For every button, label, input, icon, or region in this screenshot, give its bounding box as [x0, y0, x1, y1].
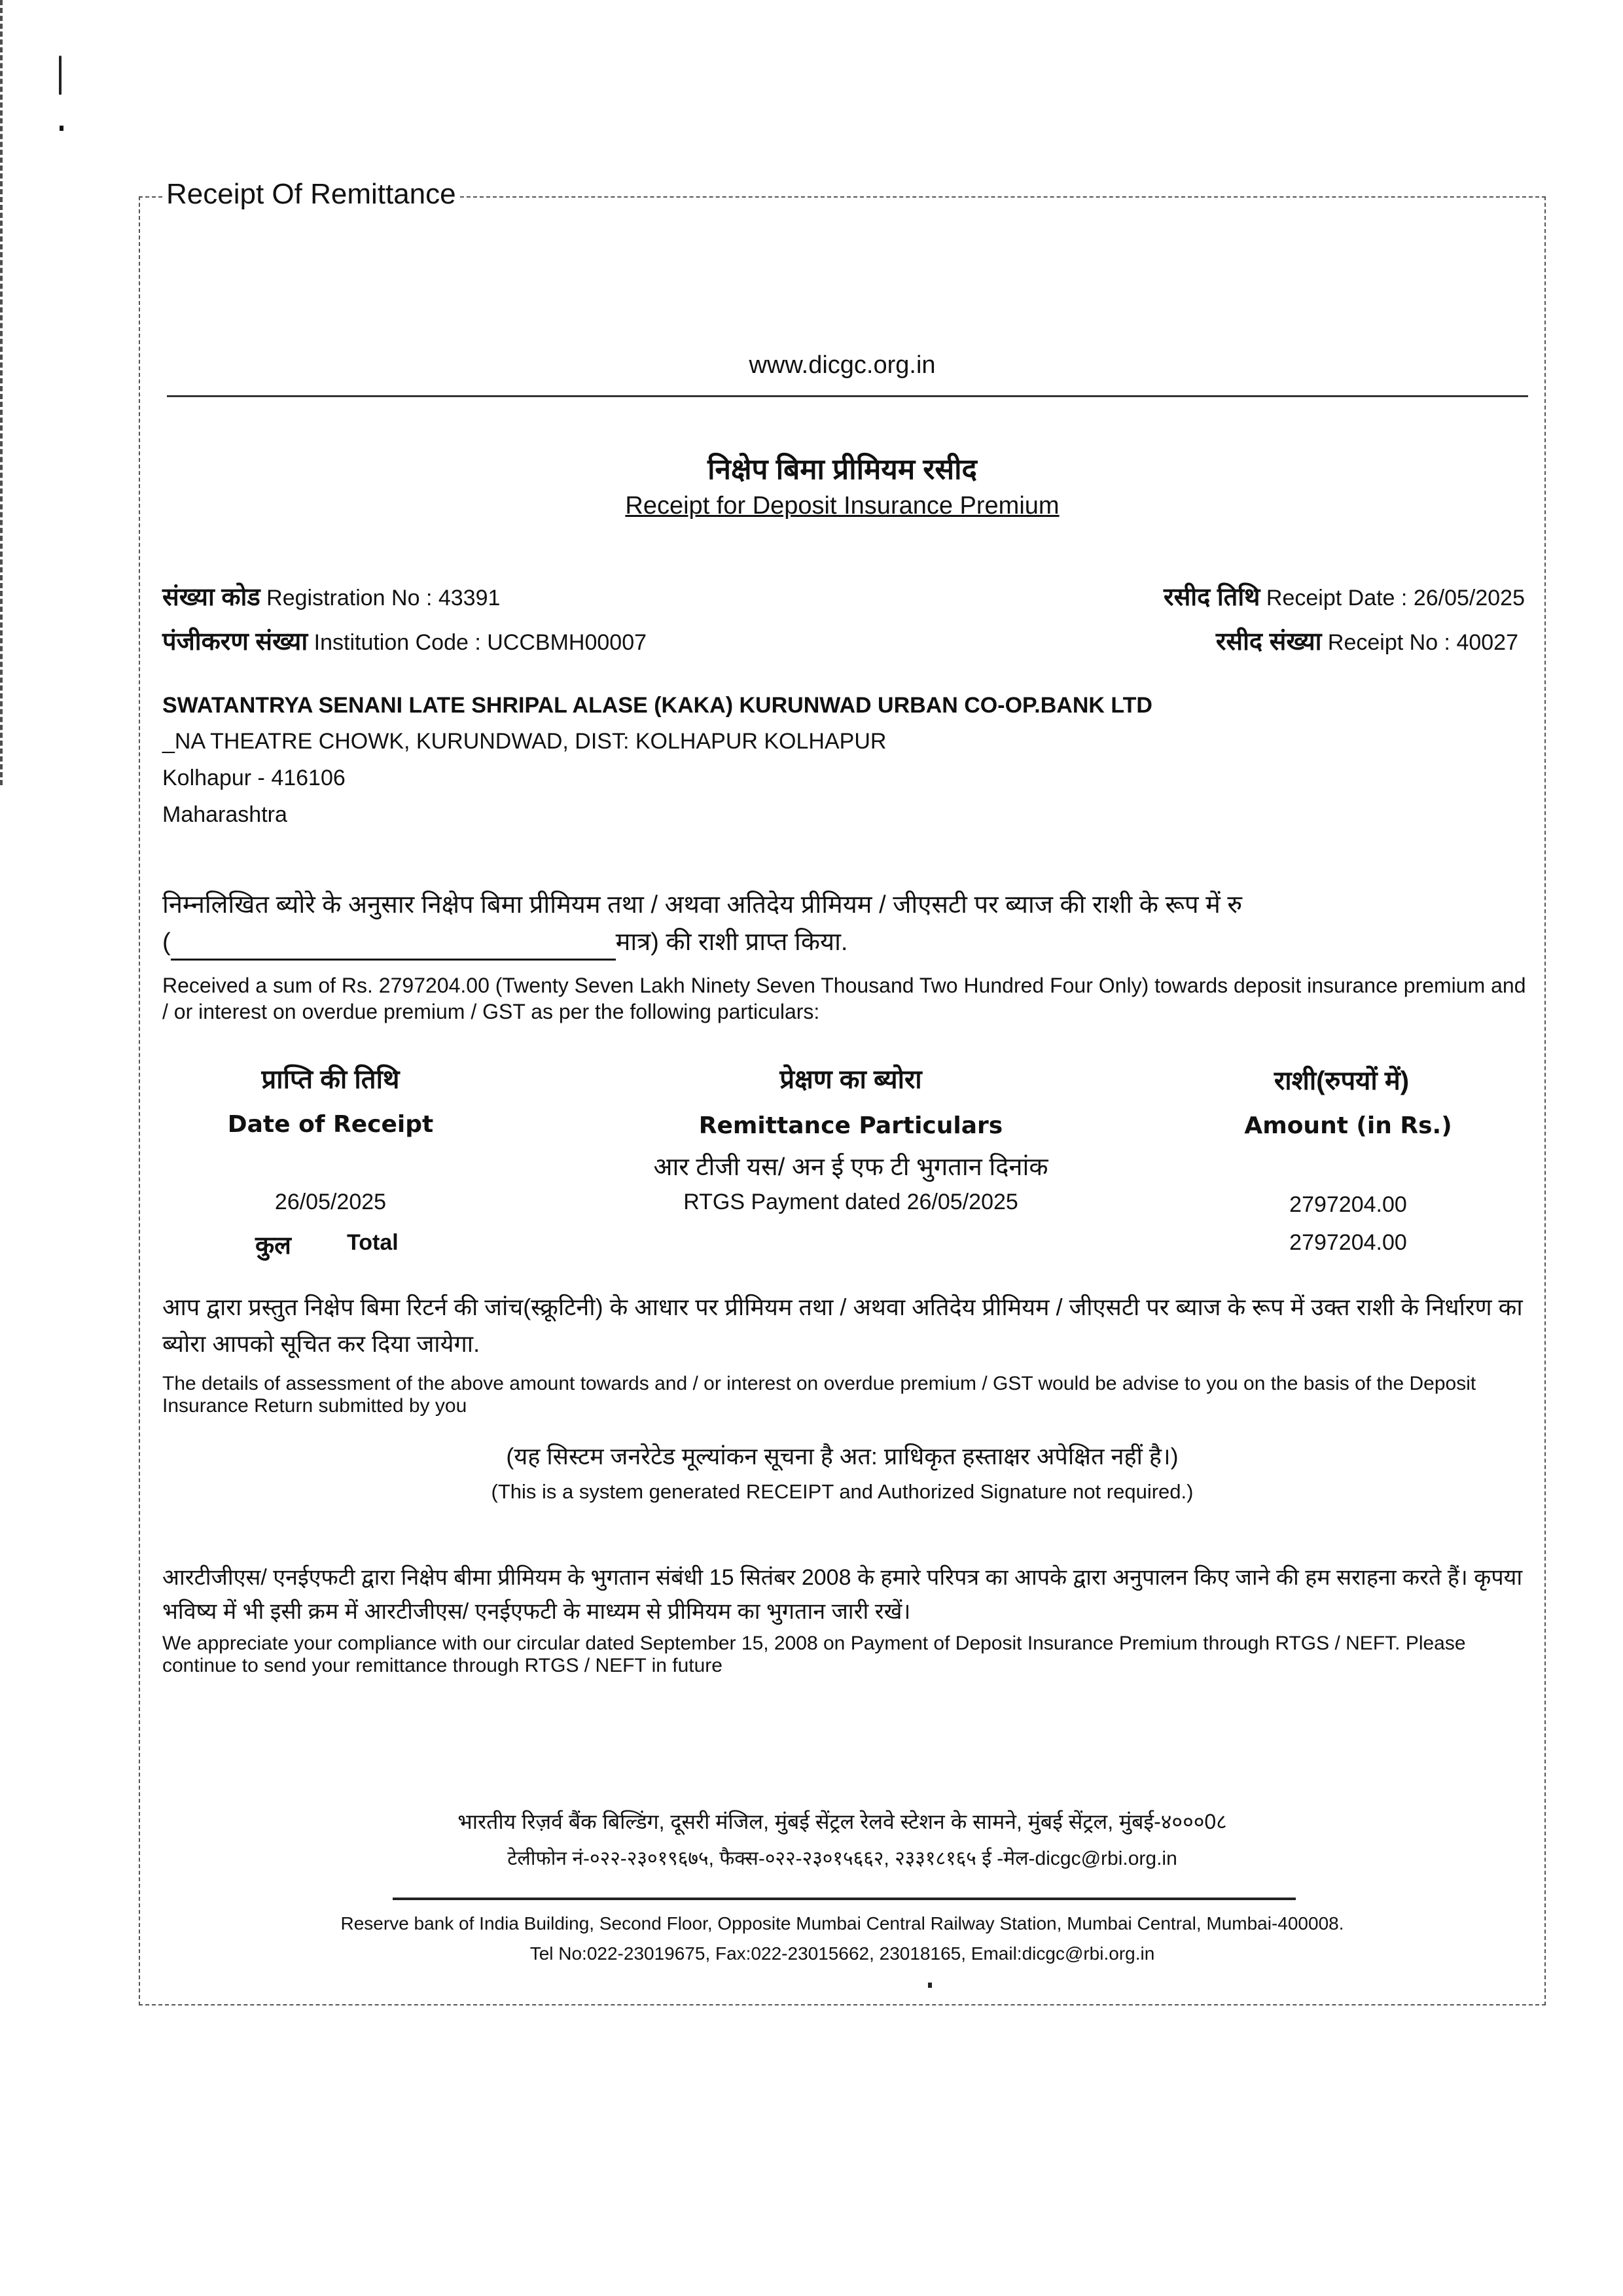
website-link[interactable]: www.dicgc.org.in: [749, 351, 936, 379]
divider: [167, 395, 1528, 397]
row-amount: 2797204.00: [1289, 1192, 1407, 1217]
receipt-date-value: 26/05/2025: [1413, 586, 1525, 610]
registration-label-hindi: संख्या कोड: [162, 584, 260, 611]
col-header-hindi-date: प्राप्ति की तिथि: [261, 1065, 400, 1094]
receipt-no-label-hindi: रसीद संख्या: [1215, 628, 1322, 656]
title-hindi: निक्षेप बिमा प्रीमियम रसीद: [707, 453, 977, 486]
scan-mark: [60, 126, 63, 131]
particulars-hindi: आर टीजी यस/ अन ई एफ टी भुगतान दिनांक: [653, 1154, 1048, 1181]
bank-state: Maharashtra: [162, 802, 287, 827]
receipt-no-value: 40027: [1456, 630, 1518, 655]
system-note-english: (This is a system generated RECEIPT and Authorized Signature not required.): [491, 1480, 1194, 1503]
col-header-particulars: Remittance Particulars: [698, 1112, 1003, 1139]
institution-label-hindi: पंजीकरण संख्या: [162, 628, 308, 656]
registration-value: 43391: [438, 586, 501, 610]
system-note-hindi: (यह सिस्टम जनरेटेड मूल्यांकन सूचना है अत: प्राधिकृत हस्ताक्षर अपेक्षित नहीं है।): [506, 1443, 1179, 1470]
received-hindi-line2: मात्र) की राशी प्राप्त किया.: [615, 928, 848, 956]
received-english: Received a sum of Rs. 2797204.00 (Twenty Seven Lakh Ninety Seven Thousand Two Hundred Four Only) towards deposit insurance premium and / or interest on overdue premium / GST as per the following particulars:: [162, 974, 1526, 1023]
scan-edge-artifact: [0, 0, 7, 785]
receipt-date-label-hindi: रसीद तिथि: [1164, 584, 1260, 611]
col-header-amount: Amount (in Rs.): [1244, 1112, 1452, 1139]
received-hindi-open: (: [162, 928, 171, 956]
bank-name: SWATANTRYA SENANI LATE SHRIPAL ALASE (KAKA) KURUNWAD URBAN CO-OP.BANK LTD: [162, 693, 1152, 718]
footer-address-hindi: भारतीय रिज़र्व बैंक बिल्डिंग, दूसरी मंजिल, मुंबई सेंट्रल रेलवे स्टेशन के सामने, मुंबई सेंट्रल, मुंबई-४०००0८: [457, 1810, 1227, 1833]
footer-contact-hindi: टेलीफोन नं-०२२-२३०१९६७५, फैक्स-०२२-२३०१५६६२, २३३१८१६५ ई -मेल-dicgc@rbi.org.in: [507, 1848, 1177, 1869]
total-amount: 2797204.00: [1289, 1230, 1407, 1255]
assessment-hindi: आप द्वारा प्रस्तुत निक्षेप बिमा रिटर्न की जांच(स्क्रूटिनी) के आधार पर प्रीमियम तथा / अथवा अतिदेय प्रीमियम / जीएसटी पर ब्याज के रूप में उक्त राशी के निर्धारण का ब्योरा आपको सूचित कर दिया जायेगा.: [162, 1294, 1523, 1357]
institution-label: Institution Code :: [313, 630, 481, 655]
scan-mark: [59, 56, 62, 95]
footer-contact-english: Tel No:022-23019675, Fax:022-23015662, 23018165, Email:dicgc@rbi.org.in: [529, 1943, 1155, 1964]
receipt-no: [1216, 624, 1518, 658]
col-header-hindi-particulars: प्रेक्षण का ब्योरा: [779, 1065, 922, 1094]
institution-code: [162, 624, 647, 658]
col-header-hindi-amount: राशी(रुपयों में): [1274, 1067, 1410, 1095]
scan-dot: [928, 1983, 932, 1988]
assessment-english: The details of assessment of the above amount towards and / or interest on overdue premium / GST would be advise to you on the basis of the Deposit Insurance Return submitted by you: [162, 1373, 1476, 1417]
received-hindi-line1: निम्नलिखित ब्योरे के अनुसार निक्षेप बिमा प्रीमियम तथा / अथवा अतिदेय प्रीमियम / जीएसटी पर ब्याज की राशी के रूप में रु: [162, 891, 1243, 919]
total-label: Total: [347, 1230, 399, 1255]
received-hindi-line2-wrap: [162, 924, 1524, 961]
total-label-hindi: कुल: [255, 1232, 291, 1260]
row-particulars: RTGS Payment dated 26/05/2025: [683, 1190, 1018, 1214]
row-date: 26/05/2025: [274, 1190, 387, 1214]
appreciation-hindi: आरटीजीएस/ एनईएफटी द्वारा निक्षेप बीमा प्रीमियम के भुगतान संबंधी 15 सितंबर 2008 के हमारे परिपत्र का आपके द्वारा अनुपालन किए जाने की हम सराहना करते हैं। कृपया भविष्य में भी इसी क्रम में आरटीजीएस/ एनईएफटी के माध्यम से प्रीमियम का भुगतान जारी रखें।: [162, 1565, 1523, 1624]
title-english: Receipt for Deposit Insurance Premium: [625, 492, 1060, 520]
col-header-date: Date of Receipt: [227, 1111, 434, 1138]
receipt-no-label: Receipt No :: [1327, 630, 1450, 655]
registration-label: Registration No :: [266, 586, 433, 610]
appreciation-english: We appreciate your compliance with our circular dated September 15, 2008 on Payment of Deposit Insurance Premium through RTGS / NEFT. Please continue to send your remittance through RTGS / NEFT in future: [162, 1633, 1466, 1676]
bank-address-line1: _NA THEATRE CHOWK, KURUNDWAD, DIST: KOLHAPUR KOLHAPUR: [162, 729, 887, 754]
institution-value: UCCBMH00007: [487, 630, 647, 655]
receipt-date: [1164, 579, 1525, 613]
bank-address-line2: Kolhapur - 416106: [162, 766, 346, 790]
receipt-date-label: Receipt Date :: [1266, 586, 1408, 610]
registration-no: [162, 579, 500, 613]
frame-title: Receipt Of Remittance: [162, 178, 460, 211]
footer-divider: [393, 1898, 1296, 1900]
footer-address-english: Reserve bank of India Building, Second Floor, Opposite Mumbai Central Railway Station, Mumbai Central, Mumbai-400008.: [340, 1913, 1344, 1934]
amount-blank-line: [171, 939, 616, 961]
